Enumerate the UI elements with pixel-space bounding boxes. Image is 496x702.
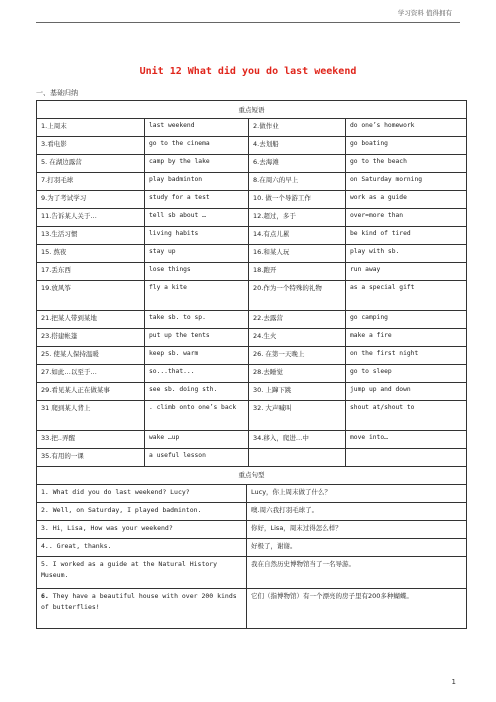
phrase-chinese: 21.把某人带到某地 bbox=[37, 311, 145, 329]
header-tag: 学习资料 值得拥有 bbox=[397, 9, 452, 17]
phrase-chinese: 34.移入，爬进…中 bbox=[249, 431, 346, 449]
phrase-chinese: 26. 在第一天晚上 bbox=[249, 347, 346, 365]
phrase-chinese: 3.看电影 bbox=[37, 137, 145, 155]
phrase-english: jump up and down bbox=[346, 383, 467, 401]
phrase-chinese: 5. 在湖边露营 bbox=[37, 155, 145, 173]
phrase-english: go to the cinema bbox=[145, 137, 249, 155]
table-row bbox=[37, 347, 467, 365]
phrase-chinese: 22.去露营 bbox=[249, 311, 346, 329]
sentence-english bbox=[37, 589, 247, 629]
phrase-english: shout at/shout to bbox=[346, 401, 467, 431]
table-row bbox=[37, 589, 467, 629]
sentence-chinese: 它们（指博物馆）有一个漂亮的房子里有200多种蝴蝶。 bbox=[247, 589, 467, 629]
phrase-english: a useful lesson bbox=[145, 449, 249, 467]
sentences-table bbox=[36, 466, 467, 629]
phrase-english: tell sb about … bbox=[145, 209, 249, 227]
phrase-english: last weekend bbox=[145, 119, 249, 137]
table-row bbox=[37, 329, 467, 347]
sentences-heading: 重点句型 bbox=[37, 467, 467, 485]
phrase-chinese: 10. 做一个导游工作 bbox=[249, 191, 346, 209]
table-row bbox=[37, 137, 467, 155]
header-divider bbox=[36, 22, 460, 23]
phrase-chinese: 14.有点儿累 bbox=[249, 227, 346, 245]
phrase-chinese: 13.生活习惯 bbox=[37, 227, 145, 245]
phrase-english: go to sleep bbox=[346, 365, 467, 383]
table-row bbox=[37, 383, 467, 401]
phrase-english: lose things bbox=[145, 263, 249, 281]
phrase-english: . climb onto one’s back bbox=[145, 401, 249, 431]
phrase-english: go boating bbox=[346, 137, 467, 155]
phrase-chinese: 2.做作业 bbox=[249, 119, 346, 137]
table-row bbox=[37, 401, 467, 431]
table-row bbox=[37, 191, 467, 209]
sentence-chinese: 我在自然历史博物馆当了一名导游。 bbox=[247, 557, 467, 589]
phrase-english bbox=[346, 449, 467, 467]
phrase-english: as a special gift bbox=[346, 281, 467, 311]
table-row bbox=[37, 539, 467, 557]
phrase-chinese: 16.和某人玩 bbox=[249, 245, 346, 263]
sentence-english: 2. Well, on Saturday, I played badminton. bbox=[37, 503, 247, 521]
phrase-chinese: 1.上周末 bbox=[37, 119, 145, 137]
phrase-chinese: 6.去海滩 bbox=[249, 155, 346, 173]
phrase-chinese: 17.丢东西 bbox=[37, 263, 145, 281]
phrase-english: play badminton bbox=[145, 173, 249, 191]
phrase-english: wake …up bbox=[145, 431, 249, 449]
sentence-chinese: 好极了，谢谢。 bbox=[247, 539, 467, 557]
sentence-text: They have a beautiful house with over 200 kinds of butterflies! bbox=[41, 592, 237, 611]
section-heading: 一、基础归纳 bbox=[36, 89, 78, 97]
phrase-english: go camping bbox=[346, 311, 467, 329]
phrase-chinese: 28.去睡觉 bbox=[249, 365, 346, 383]
table-row bbox=[37, 431, 467, 449]
table-row bbox=[37, 173, 467, 191]
sentence-english: 3. Hi，Lisa, How was your weekend? bbox=[37, 521, 247, 539]
phrase-english: move into… bbox=[346, 431, 467, 449]
phrase-english: on the first night bbox=[346, 347, 467, 365]
phrase-chinese: 9.为了考试学习 bbox=[37, 191, 145, 209]
table-row bbox=[37, 119, 467, 137]
phrase-english: keep sb. warm bbox=[145, 347, 249, 365]
phrase-chinese: 31 爬到某人背上 bbox=[37, 401, 145, 431]
table-row bbox=[37, 209, 467, 227]
phrase-chinese: 23.搭建帐篷 bbox=[37, 329, 145, 347]
phrase-chinese: 11.告诉某人关于… bbox=[37, 209, 145, 227]
phrase-english: work as a guide bbox=[346, 191, 467, 209]
phrases-heading: 重点短语 bbox=[37, 101, 467, 119]
table-row bbox=[37, 263, 467, 281]
phrase-chinese: 7.打羽毛球 bbox=[37, 173, 145, 191]
phrase-english: make a fire bbox=[346, 329, 467, 347]
phrase-chinese: 20.作为一个特殊的礼物 bbox=[249, 281, 346, 311]
table-row bbox=[37, 521, 467, 539]
page-title: Unit 12 What did you do last weekend bbox=[139, 66, 357, 77]
phrase-chinese: 30. 上蹿下跳 bbox=[249, 383, 346, 401]
phrase-chinese: 18.跑开 bbox=[249, 263, 346, 281]
phrase-english: play with sb. bbox=[346, 245, 467, 263]
phrase-english: run away bbox=[346, 263, 467, 281]
phrase-english: over=more than bbox=[346, 209, 467, 227]
table-row bbox=[37, 245, 467, 263]
phrase-english: see sb. doing sth. bbox=[145, 383, 249, 401]
phrase-chinese bbox=[249, 449, 346, 467]
phrase-english: stay up bbox=[145, 245, 249, 263]
phrase-english: be kind of tired bbox=[346, 227, 467, 245]
phrase-chinese: 29.看见某人正在做某事 bbox=[37, 383, 145, 401]
phrase-chinese: 32. 大声喊叫 bbox=[249, 401, 346, 431]
phrase-chinese: 24.生火 bbox=[249, 329, 346, 347]
table-row bbox=[37, 227, 467, 245]
sentence-chinese: Lucy，你上周末做了什么？ bbox=[247, 485, 467, 503]
phrase-english: do one’s homework bbox=[346, 119, 467, 137]
sentence-english: 5. I worked as a guide at the Natural History Museum. bbox=[37, 557, 247, 589]
table-row bbox=[37, 485, 467, 503]
page-number: 1 bbox=[451, 678, 456, 686]
sentence-number: 6. bbox=[41, 592, 49, 600]
phrase-english: fly a kite bbox=[145, 281, 249, 311]
phrase-chinese: 4.去划船 bbox=[249, 137, 346, 155]
phrase-english: put up the tents bbox=[145, 329, 249, 347]
sentence-english: 1. What did you do last weekend? Lucy? bbox=[37, 485, 247, 503]
phrase-english: study for a test bbox=[145, 191, 249, 209]
phrases-table bbox=[36, 100, 467, 467]
sentence-english: 4.. Great, thanks. bbox=[37, 539, 247, 557]
table-row bbox=[37, 503, 467, 521]
phrase-english: camp by the lake bbox=[145, 155, 249, 173]
phrase-chinese: 8.在周六的早上 bbox=[249, 173, 346, 191]
phrase-english: go to the beach bbox=[346, 155, 467, 173]
sentence-chinese: 你好，Lisa，周末过得怎么样？ bbox=[247, 521, 467, 539]
table-row bbox=[37, 311, 467, 329]
phrase-chinese: 33.把..弄醒 bbox=[37, 431, 145, 449]
sentence-chinese: 噢.周六我打羽毛球了。 bbox=[247, 503, 467, 521]
phrase-chinese: 15. 熬夜 bbox=[37, 245, 145, 263]
phrase-chinese: 35.有用的一课 bbox=[37, 449, 145, 467]
table-row bbox=[37, 557, 467, 589]
phrase-english: take sb. to sp. bbox=[145, 311, 249, 329]
table-row bbox=[37, 365, 467, 383]
table-row bbox=[37, 155, 467, 173]
phrase-chinese: 12.超过，多于 bbox=[249, 209, 346, 227]
table-row bbox=[37, 281, 467, 311]
phrase-chinese: 19.放风筝 bbox=[37, 281, 145, 311]
phrase-chinese: 27.如此…以至于… bbox=[37, 365, 145, 383]
phrase-english: on Saturday morning bbox=[346, 173, 467, 191]
phrase-english: so...that... bbox=[145, 365, 249, 383]
phrase-english: living habits bbox=[145, 227, 249, 245]
phrase-chinese: 25. 使某人保持温暖 bbox=[37, 347, 145, 365]
table-row bbox=[37, 449, 467, 467]
